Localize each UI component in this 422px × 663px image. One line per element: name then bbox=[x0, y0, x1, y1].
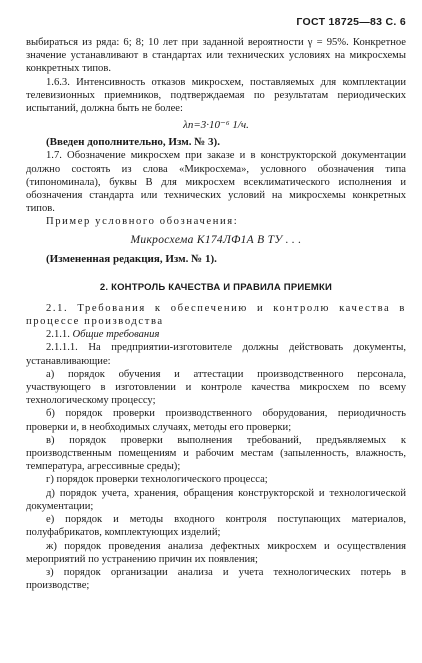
example-label: Пример условного обозначения: bbox=[46, 216, 239, 228]
page-header: ГОСТ 18725—83 С. 6 bbox=[296, 16, 406, 28]
list-item-g: г) порядок проверки технологического процесса; bbox=[46, 474, 268, 486]
paragraph-1-6-3: 1.6.3. Интенсивность отказов микросхем, поставляемых для комплектации телевизионных приемников, подтверждаемая по результатам периодических испытаний, должна быть не более: bbox=[26, 76, 406, 115]
list-item-d: д) порядок учета, хранения, обращения конструкторской и технологической документации; bbox=[26, 487, 406, 512]
list-item-v: в) порядок проверки выполнения требований, предъявляемых к производственным помещениям и рабочим местам (запыленность, влажность, температура, агрессивные среды); bbox=[26, 434, 406, 473]
amendment-note-added: (Введен дополнительно, Изм. № 3). bbox=[46, 136, 220, 149]
list-item-z: з) порядок организации анализа и учета технологических потерь в производстве; bbox=[26, 566, 406, 592]
list-item-a: а) порядок обучения и аттестации производственного персонала, участвующего в изготовлении и контроле качества микросхем по всему технологическому процессу; bbox=[26, 368, 406, 407]
amendment-note-changed: (Измененная редакция, Изм. № 1). bbox=[46, 252, 217, 265]
section-title: 2. КОНТРОЛЬ КАЧЕСТВА И ПРАВИЛА ПРИЕМКИ bbox=[99, 281, 333, 293]
example-designation: Микросхема К174ЛФ1А В ТУ . . . bbox=[130, 233, 302, 246]
paragraph-2-1-1-number: 2.1.1. bbox=[46, 329, 73, 341]
list-item-b: б) порядок проверки производственного оборудования, периодичность проверки и, в необходимых случаях, методы его проверки; bbox=[26, 408, 406, 433]
list-item-zh: ж) порядок проведения анализа дефектных микросхем и осуществления мероприятий по устранению причин их появления; bbox=[26, 540, 406, 565]
list-item-e: е) порядок и методы входного контроля поступающих материалов, полуфабрикатов, комплектующих изделий; bbox=[26, 514, 406, 539]
paragraph-2-1-1-title: Общие требования bbox=[72, 329, 160, 341]
paragraph-continuation: выбираться из ряда: 6; 8; 10 лет при заданной вероятности γ = 95%. Конкретное значение устанавливают в стандартах или технических условиях на микросхемы конкретных типов. bbox=[26, 37, 406, 75]
paragraph-1-7: 1.7. Обозначение микросхем при заказе и в конструкторской документации должно состоять из слова «Микросхема», условного обозначения типа (типономинала), буквы В для микросхем всеклиматического исполнения и обозначения стандарта или технических условий на микросхемы конкретных типов. bbox=[26, 150, 406, 215]
paragraph-2-1-1 bbox=[26, 328, 406, 341]
failure-rate-formula: λп=3·10⁻⁶ 1/ч. bbox=[183, 119, 249, 132]
paragraph-2-1: 2.1. Требования к обеспечению и контролю качества в процессе производства bbox=[26, 302, 406, 328]
paragraph-2-1-1-1: 2.1.1.1. На предприятии-изготовителе должны действовать документы, устанавливающие: bbox=[26, 342, 406, 367]
